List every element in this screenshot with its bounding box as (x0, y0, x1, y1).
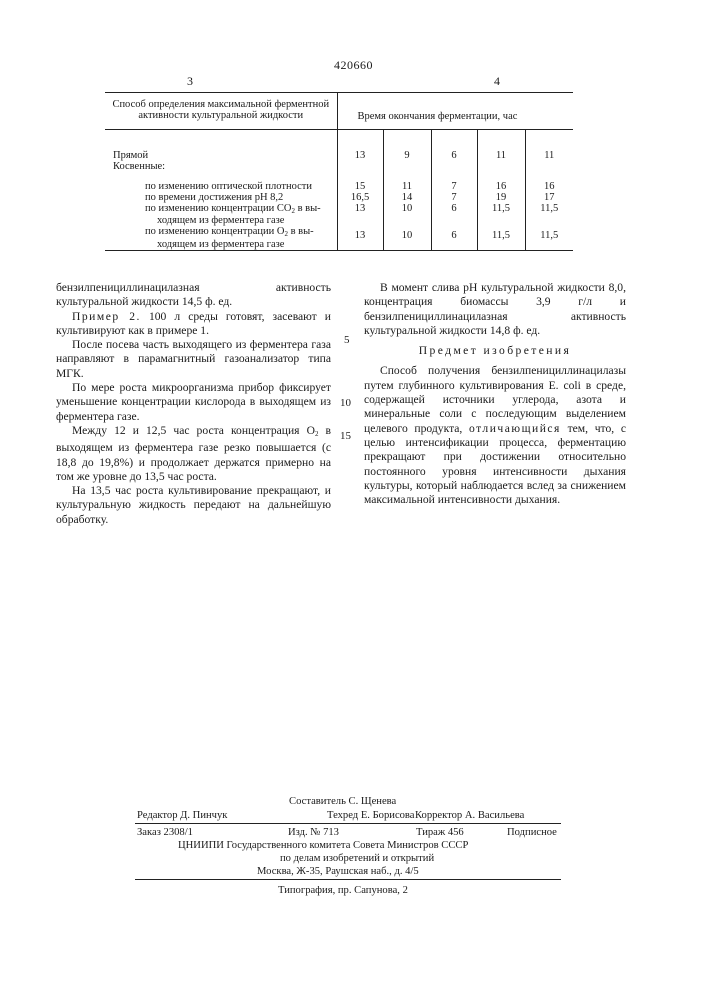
table-cell: 13 (337, 203, 383, 226)
table-cell: 11,5 (477, 203, 525, 226)
footer-editor: Редактор Д. Пинчук (137, 809, 227, 822)
paragraph: После посева часть выходящего из ферментера газа направляют в парамагнитный газоанализатор типа МГК. (56, 338, 331, 381)
footer-typography: Типография, пр. Сапунова, 2 (278, 884, 408, 897)
row-label-indirect: Косвенные: (105, 161, 337, 172)
footer-address: Москва, Ж-35, Раушская наб., д. 4/5 (257, 865, 419, 878)
row-label-direct: Прямой (105, 130, 337, 161)
table-cell: 11 (383, 172, 431, 192)
footer-podpisnoe: Подписное (507, 826, 557, 839)
line-number: 10 (340, 397, 351, 409)
section-title: Предмет изобретения (364, 344, 626, 358)
table-row (105, 172, 573, 192)
line-number: 15 (340, 430, 351, 442)
table-cell: 13 (337, 130, 383, 161)
table-cell: 7 (431, 192, 477, 203)
row-label: по изменению концентрации CO2 в вы- ходящем из ферментера газе (105, 203, 337, 226)
table-cell: 11,5 (477, 226, 525, 250)
table-cell: 13 (337, 226, 383, 250)
table-cell: 10 (383, 226, 431, 250)
claim-paragraph: Способ получения бензилпенициллинацилазы путем глубинного культивирования E. coli в среде, содержащей источники углерода, азота и минеральные соли с последующим выделением целевого продукта, отличающийся тем, что, с целью интенсификации процесса, ферментацию прекращают при достижении относительно постоянного уровня интенсивности дыхания культуры, который наблюдается вслед за снижением максимальной интенсивности дыхания. (364, 364, 626, 507)
table-row (105, 226, 573, 250)
table-cell: 11,5 (525, 203, 573, 226)
table-row (105, 161, 573, 172)
table-cell: 11,5 (525, 226, 573, 250)
table-cell: 15 (337, 172, 383, 192)
footer-department: по делам изобретений и открытий (280, 852, 434, 865)
document-number: 420660 (0, 58, 707, 73)
footer-divider (135, 823, 561, 824)
table-cell: 16 (477, 172, 525, 192)
paragraph: Пример 2. 100 л среды готовят, засевают и культивируют как в примере 1. (56, 310, 331, 339)
footer-tirazh: Тираж 456 (416, 826, 464, 839)
left-column-text (56, 281, 331, 527)
table-cell: 17 (525, 192, 573, 203)
table-row (105, 192, 573, 203)
table-cell: 16 (525, 172, 573, 192)
paragraph: По мере роста микроорганизма прибор фиксирует уменьшение концентрации кислорода в выходящем из ферментера газе. (56, 381, 331, 424)
footer-order: Заказ 2308/1 (137, 826, 193, 839)
table-cell: 11 (525, 130, 573, 161)
table-row (105, 130, 573, 161)
results-table (105, 92, 573, 251)
footer-corrector: Корректор А. Васильева (415, 809, 524, 822)
column-number-right: 4 (494, 74, 500, 89)
row-label: по изменению концентрации O2 в вы- ходящем из ферментера газе (105, 226, 337, 250)
footer-izd: Изд. № 713 (288, 826, 339, 839)
footer-organization: ЦНИИПИ Государственного комитета Совета Министров СССР (178, 839, 468, 852)
footer-compiler: Составитель С. Щенева (289, 795, 396, 808)
table-cell: 6 (431, 203, 477, 226)
table-row (105, 203, 573, 226)
line-number: 5 (344, 334, 350, 346)
paragraph: Между 12 и 12,5 час роста концентрация O2 в выходящем из ферментера газе резко повышается (с 18,8 до 19,8%) и продолжает держатся примерно на том же уровне до 13,5 час роста. (56, 424, 331, 484)
table-cell: 6 (431, 130, 477, 161)
right-column-text (364, 281, 626, 507)
footer-techred: Техред Е. Борисова (327, 809, 415, 822)
footer-divider (135, 879, 561, 880)
paragraph: бензилпенициллинацилазная активность культуральной жидкости 14,5 ф. ед. (56, 281, 331, 310)
paragraph: На 13,5 час роста культивирование прекращают, и культуральную жидкость передают на дальнейшую обработку. (56, 484, 331, 527)
paragraph: В момент слива pH культуральной жидкости 8,0, концентрация биомассы 3,9 г/л и бензилпенициллинацилазная активность культуральной жидкости 14,8 ф. ед. (364, 281, 626, 338)
table-cell: 14 (383, 192, 431, 203)
table-cell: 6 (431, 226, 477, 250)
table-cell: 9 (383, 130, 431, 161)
row-label: по времени достижения pH 8,2 (105, 192, 337, 203)
table-cell: 11 (477, 130, 525, 161)
table-cell: 10 (383, 203, 431, 226)
table-cell: 7 (431, 172, 477, 192)
row-label: по изменению оптической плотности (105, 172, 337, 192)
table-cell: 19 (477, 192, 525, 203)
table-header-method: Способ определения максимальной ферментной активности культуральной жидкости (105, 93, 337, 130)
table-cell: 16,5 (337, 192, 383, 203)
table-header-time: Время окончания ферментации, час (337, 93, 573, 130)
column-number-left: 3 (187, 74, 193, 89)
